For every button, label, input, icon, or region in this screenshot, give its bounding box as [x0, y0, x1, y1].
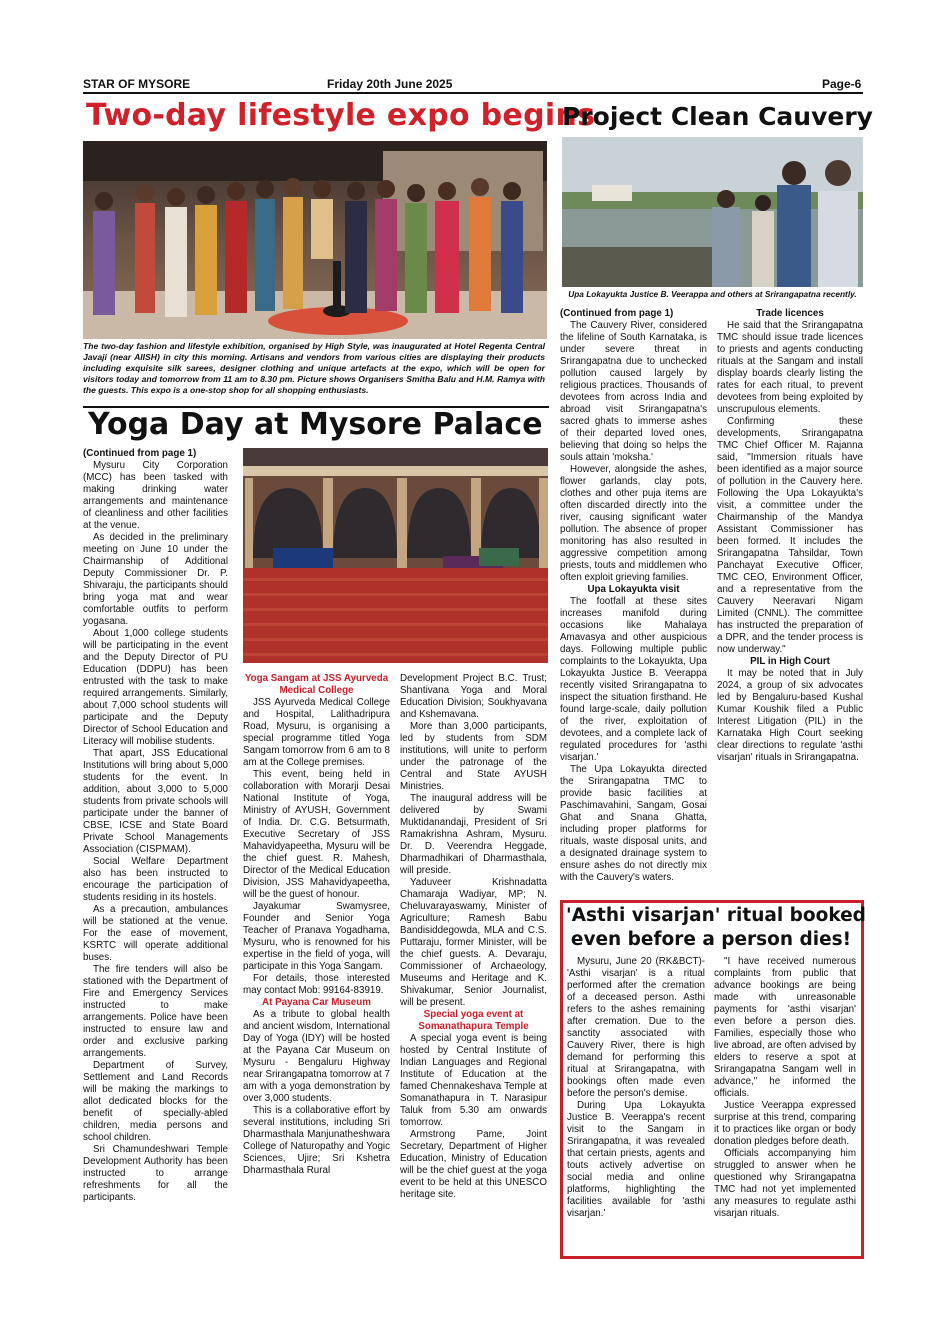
- cauvery-para-5: He said that the Srirangapatna TMC should issue trade licences to priests and agents conducting rituals at the Sangam and install display boards clearly listing the rates for each ritual, to prevent devotees from being exploited by unscrupulous elements.: [717, 320, 863, 415]
- asthi-para-5: Officials accompanying him struggled to answer when he questioned why Srirangapatna TMC had not yet implemented any measures to regulate asthi visarjan rituals.: [714, 1148, 856, 1219]
- yoga-para-1: Mysuru City Corporation (MCC) has been tasked with making drinking water arrangements and maintenance of cleanliness and other facilities at the venue.: [83, 460, 228, 531]
- cauvery-subhead-visit: Upa Lokayukta visit: [587, 584, 680, 595]
- yoga-continued: (Continued from page 1): [83, 448, 197, 459]
- asthi-headline-line-2: even before a person dies!: [570, 929, 852, 950]
- yoga-para-8: Department of Survey, Settlement and Land Records will be making the markings to allot dedicated blocks for the benefit of specially-abled children, media persons and school children.: [83, 1060, 228, 1143]
- yoga-para-5: Social Welfare Department also has been instructed to encourage the participation of students residing in its hostels.: [83, 856, 228, 903]
- yoga-para-4: That apart, JSS Educational Institutions will bring about 5,000 students for the event. In addition, about 3,000 to 5,000 students from private schools will participate under the banner of CBSE, ICSE and State Board Private School Managements Association (CISPMAM).: [83, 748, 228, 855]
- yoga-para-10: JSS Ayurveda Medical College and Hospital, Lalithadripura Road, Mysuru, is organising a special programme titled Yoga Sangam tomorrow from 6 am to 8 am at the College premises.: [243, 697, 390, 768]
- yoga-subhead-somanathapura: Special yoga event at Somanathapura Temple: [418, 1009, 529, 1032]
- asthi-para-3: "I have received numerous complaints from public that advance bookings are being made with unreasonable payments for 'asthi visarjan' even before a person dies. Families, especially those who live abroad, are often advised by elders to reserve a spot at Srirangapatna Sangam well in advance," he informed the officials.: [714, 956, 856, 1099]
- cauvery-headline: Project Clean Cauvery: [562, 102, 873, 131]
- yoga-para-3: About 1,000 college students will be participating in the event and the Deputy Director of PU Education (DDPU) has been entrusted with the task to make required arrangements. Similarly, about 7,000 school students will participate and the Deputy Director of School Education and Literacy will mobilise students.: [83, 628, 228, 747]
- yoga-para-21: Armstrong Pame, Joint Secretary, Department of Higher Education, Ministry of Education will be the chief guest at the yoga event to be held at this UNESCO heritage site.: [400, 1129, 547, 1200]
- yoga-para-19: Yaduveer Krishnadatta Chamaraja Wadiyar, MP; N. Cheluvarayaswamy, Minister of Agriculture; Ramesh Babu Bandisiddegowda, MLA and C.S. Puttaraju, former Minister, will be the chief guests. A. Devaraju, Commissioner of Archaeology, Museums and Heritage and K. Shivakumar, Senior Journalist, will be present.: [400, 877, 547, 1008]
- yoga-para-12: Jayakumar Swamysree, Founder and Senior Yoga Teacher of Pranava Yogadhama, Mysuru, who is renowned for his expertise in the field of yoga, will participate in this Yoga Sangam.: [243, 901, 390, 972]
- yoga-para-18: The inaugural address will be delivered by Swami Muktidanandaji, President of Sri Ramakrishna Ashram, Mysuru. Dr. D. Veerendra Heggade, Dharmadhikari of Dharmasthala, will preside.: [400, 793, 547, 876]
- yoga-subhead-jss: Yoga Sangam at JSS Ayurveda Medical College: [244, 673, 389, 696]
- cauvery-subhead-pil: PIL in High Court: [750, 656, 830, 667]
- asthi-headline-line-1: 'Asthi visarjan' ritual booked: [566, 905, 866, 926]
- yoga-para-13: For details, those interested may contact Mob: 99164-83919.: [243, 973, 390, 996]
- palace-photo: [243, 448, 548, 663]
- issue-date: Friday 20th June 2025: [327, 77, 453, 91]
- yoga-column-1: [83, 448, 228, 1204]
- cauvery-para-6: Confirming these developments, Srirangapatna TMC Chief Officer M. Rajanna said, "Immersion rituals have been identified as a major source of pollution in the Cauvery here. Following the Upa Lokayukta's visit, a committee under the Chairmanship of the Mandya Assistant Commissioner has been formed. It includes the Srirangapatna Tahsildar, Town Panchayat Executive Officer, TMC CEO, Environment Officer, and a representative from the Cauvery Neeravari Nigam Limited (CNNL). The committee has instructed the preparation of a DPR, and the tender process is now underway.": [717, 416, 863, 655]
- yoga-para-9: Sri Chamundeshwari Temple Development Authority has been instructed to arrange refreshments for all the participants.: [83, 1144, 228, 1203]
- cauvery-para-1: The Cauvery River, considered the lifeline of South Karnataka, is under severe threat in Srirangapatna due to unchecked pollution caused largely by religious practices. Thousands of devotees from across India and abroad visit Srirangapatna's sacred ghats to immerse ashes of their departed loved ones, believing that doing so helps the souls attain 'moksha.': [560, 320, 707, 463]
- asthi-para-1: Mysuru, June 20 (RK&BCT)- 'Asthi visarjan' is a ritual performed after the cremation of a deceased person. Asthi refers to the ashes remaining after cremation. Due to the sanctity associated with Cauvery River, there is high demand for performing this ritual at Srirangapatna, with bookings often made even before the person's demise.: [567, 956, 705, 1099]
- asthi-para-2: During Upa Lokayukta Justice B. Veerappa's recent visit to the Sangam in Srirangapatna, it was revealed that certain priests, agents and touts actively advertise on social media and online platforms, highlighting the facilities available for 'asthi visarjan.': [567, 1100, 705, 1219]
- cauvery-column-1: [560, 308, 707, 884]
- cauvery-continued: (Continued from page 1): [560, 308, 674, 319]
- cauvery-photo: [562, 137, 863, 287]
- cauvery-para-3: The footfall at these sites increases manifold during occasions like Mahalaya Amavasya and other auspicious days. Following multiple public complaints to the Lokayukta, Upa Lokayukta Justice B. Veerappa recently visited Srirangapatna to inspect the situation firsthand. He found large-scale, daily pollution of the river, exploitation of devotees, and a complete lack of regulated procedures for 'asthi visarjan.': [560, 596, 707, 763]
- expo-headline: Two-day lifestyle expo begins: [86, 98, 596, 133]
- yoga-para-6: As a precaution, ambulances will be stationed at the venue. For the ease of movement, KSRTC will operate additional buses.: [83, 904, 228, 963]
- yoga-para-2: As decided in the preliminary meeting on June 10 under the Chairmanship of Additional Deputy Commissioner Dr. P. Shivaraju, the participants should bring yoga mat and wear comfortable outfits to perform yogasana.: [83, 532, 228, 627]
- cauvery-subhead-licences: Trade licences: [756, 308, 824, 319]
- yoga-para-14: As a tribute to global health and ancient wisdom, International Day of Yoga (IDY) will be hosted at the Payana Car Museum on Mysuru - Bengaluru Highway near Srirangapatna tomorrow at 7 am with a yoga demonstration by over 3,000 students.: [243, 1009, 390, 1104]
- yoga-column-3: [400, 673, 547, 1201]
- yoga-subhead-payana: At Payana Car Museum: [262, 997, 371, 1008]
- header-rule: [83, 92, 863, 94]
- publication-name: STAR OF MYSORE: [83, 77, 191, 91]
- yoga-para-15: This is a collaborative effort by several institutions, including Sri Dharmasthala Manjunatheshwara College of Naturopathy and Yogic Sciences, Ujire; Sri Kshetra Dharmasthala Rural: [243, 1105, 390, 1176]
- page-number: Page-6: [822, 77, 862, 91]
- asthi-para-4: Justice Veerappa expressed surprise at this trend, comparing it to practices like organ or body donation pledges before death.: [714, 1100, 856, 1147]
- asthi-column-1: [567, 956, 705, 1220]
- cauvery-column-2: [717, 308, 863, 764]
- yoga-para-11: This event, being held in collaboration with Morarji Desai National Institute of Yoga, Ministry of AYUSH, Government of India. Dr. C.G. Betsurmath, Executive Secretary of JSS Mahavidyapeetha, Mysuru will be the chief guest. R. Mahesh, Director of the Medical Education Division, JSS Mahavidyapeetha, will be the guest of honour.: [243, 769, 390, 900]
- yoga-para-20: A special yoga event is being hosted by Central Institute of Indian Languages and Regional Institute of Education at the famed Chennakeshava Temple at Somanathapura in T. Narasipur Taluk from 5.30 am onwards tomorrow.: [400, 1033, 547, 1128]
- yoga-column-2: [243, 673, 390, 1177]
- yoga-para-17: More than 3,000 participants, led by students from SDM institutions, will unite to perform under the patronage of the Central and State AYUSH Ministries.: [400, 721, 547, 792]
- yoga-para-16: Development Project B.C. Trust; Shantivana Yoga and Moral Education Division; Soukhyavana and Kshemavana.: [400, 673, 547, 720]
- yoga-para-7: The fire tenders will also be stationed with the Department of Fire and Emergency Services instructed to make arrangements. Police have been instructed to ensure law and order and exclusive parking arrangements.: [83, 964, 228, 1059]
- asthi-column-2: [714, 956, 856, 1220]
- cauvery-para-2: However, alongside the ashes, flower garlands, clay pots, clothes and other puja items are often discarded directly into the river, causing significant water pollution. The absence of proper monitoring has also resulted in aggressive competition among priests, touts and middlemen who often exploit grieving families.: [560, 464, 707, 583]
- yoga-headline: Yoga Day at Mysore Palace: [88, 407, 543, 442]
- expo-caption: The two-day fashion and lifestyle exhibition, organised by High Style, was inaugurated at Hotel Regenta Central Javaji (near AIISH) in city this morning. Artisans and vendors from various cities are displaying their products including exquisite silk sarees, designer clothing and unique artefacts at the expo, which will be open for visitors today and tomorrow from 11 am to 8.30 pm. Picture shows Organisers Smitha Balu and H.M. Ramya with the guests. This expo is a one-stop shop for all shopping enthusiasts.: [83, 341, 545, 395]
- expo-photo: [83, 141, 547, 339]
- cauvery-caption: Upa Lokayukta Justice B. Veerappa and others at Srirangapatna recently.: [568, 289, 857, 299]
- cauvery-para-7: It may be noted that in July 2024, a group of six advocates led by Bengaluru-based Kushal Kumar Koushik filed a Public Interest Litigation (PIL) in the Karnataka High Court seeking clear directions to regulate 'asthi visarjan' rituals in Srirangapatna.: [717, 668, 863, 763]
- cauvery-para-4: The Upa Lokayukta directed the Srirangapatna TMC to provide basic facilities at Paschimavahini, Sangam, Gosai Ghat and Snana Ghatta, including proper platforms for rituals, waste disposal units, and a designated drainage system to ensure ashes do not directly mix with the Cauvery's waters.: [560, 764, 707, 883]
